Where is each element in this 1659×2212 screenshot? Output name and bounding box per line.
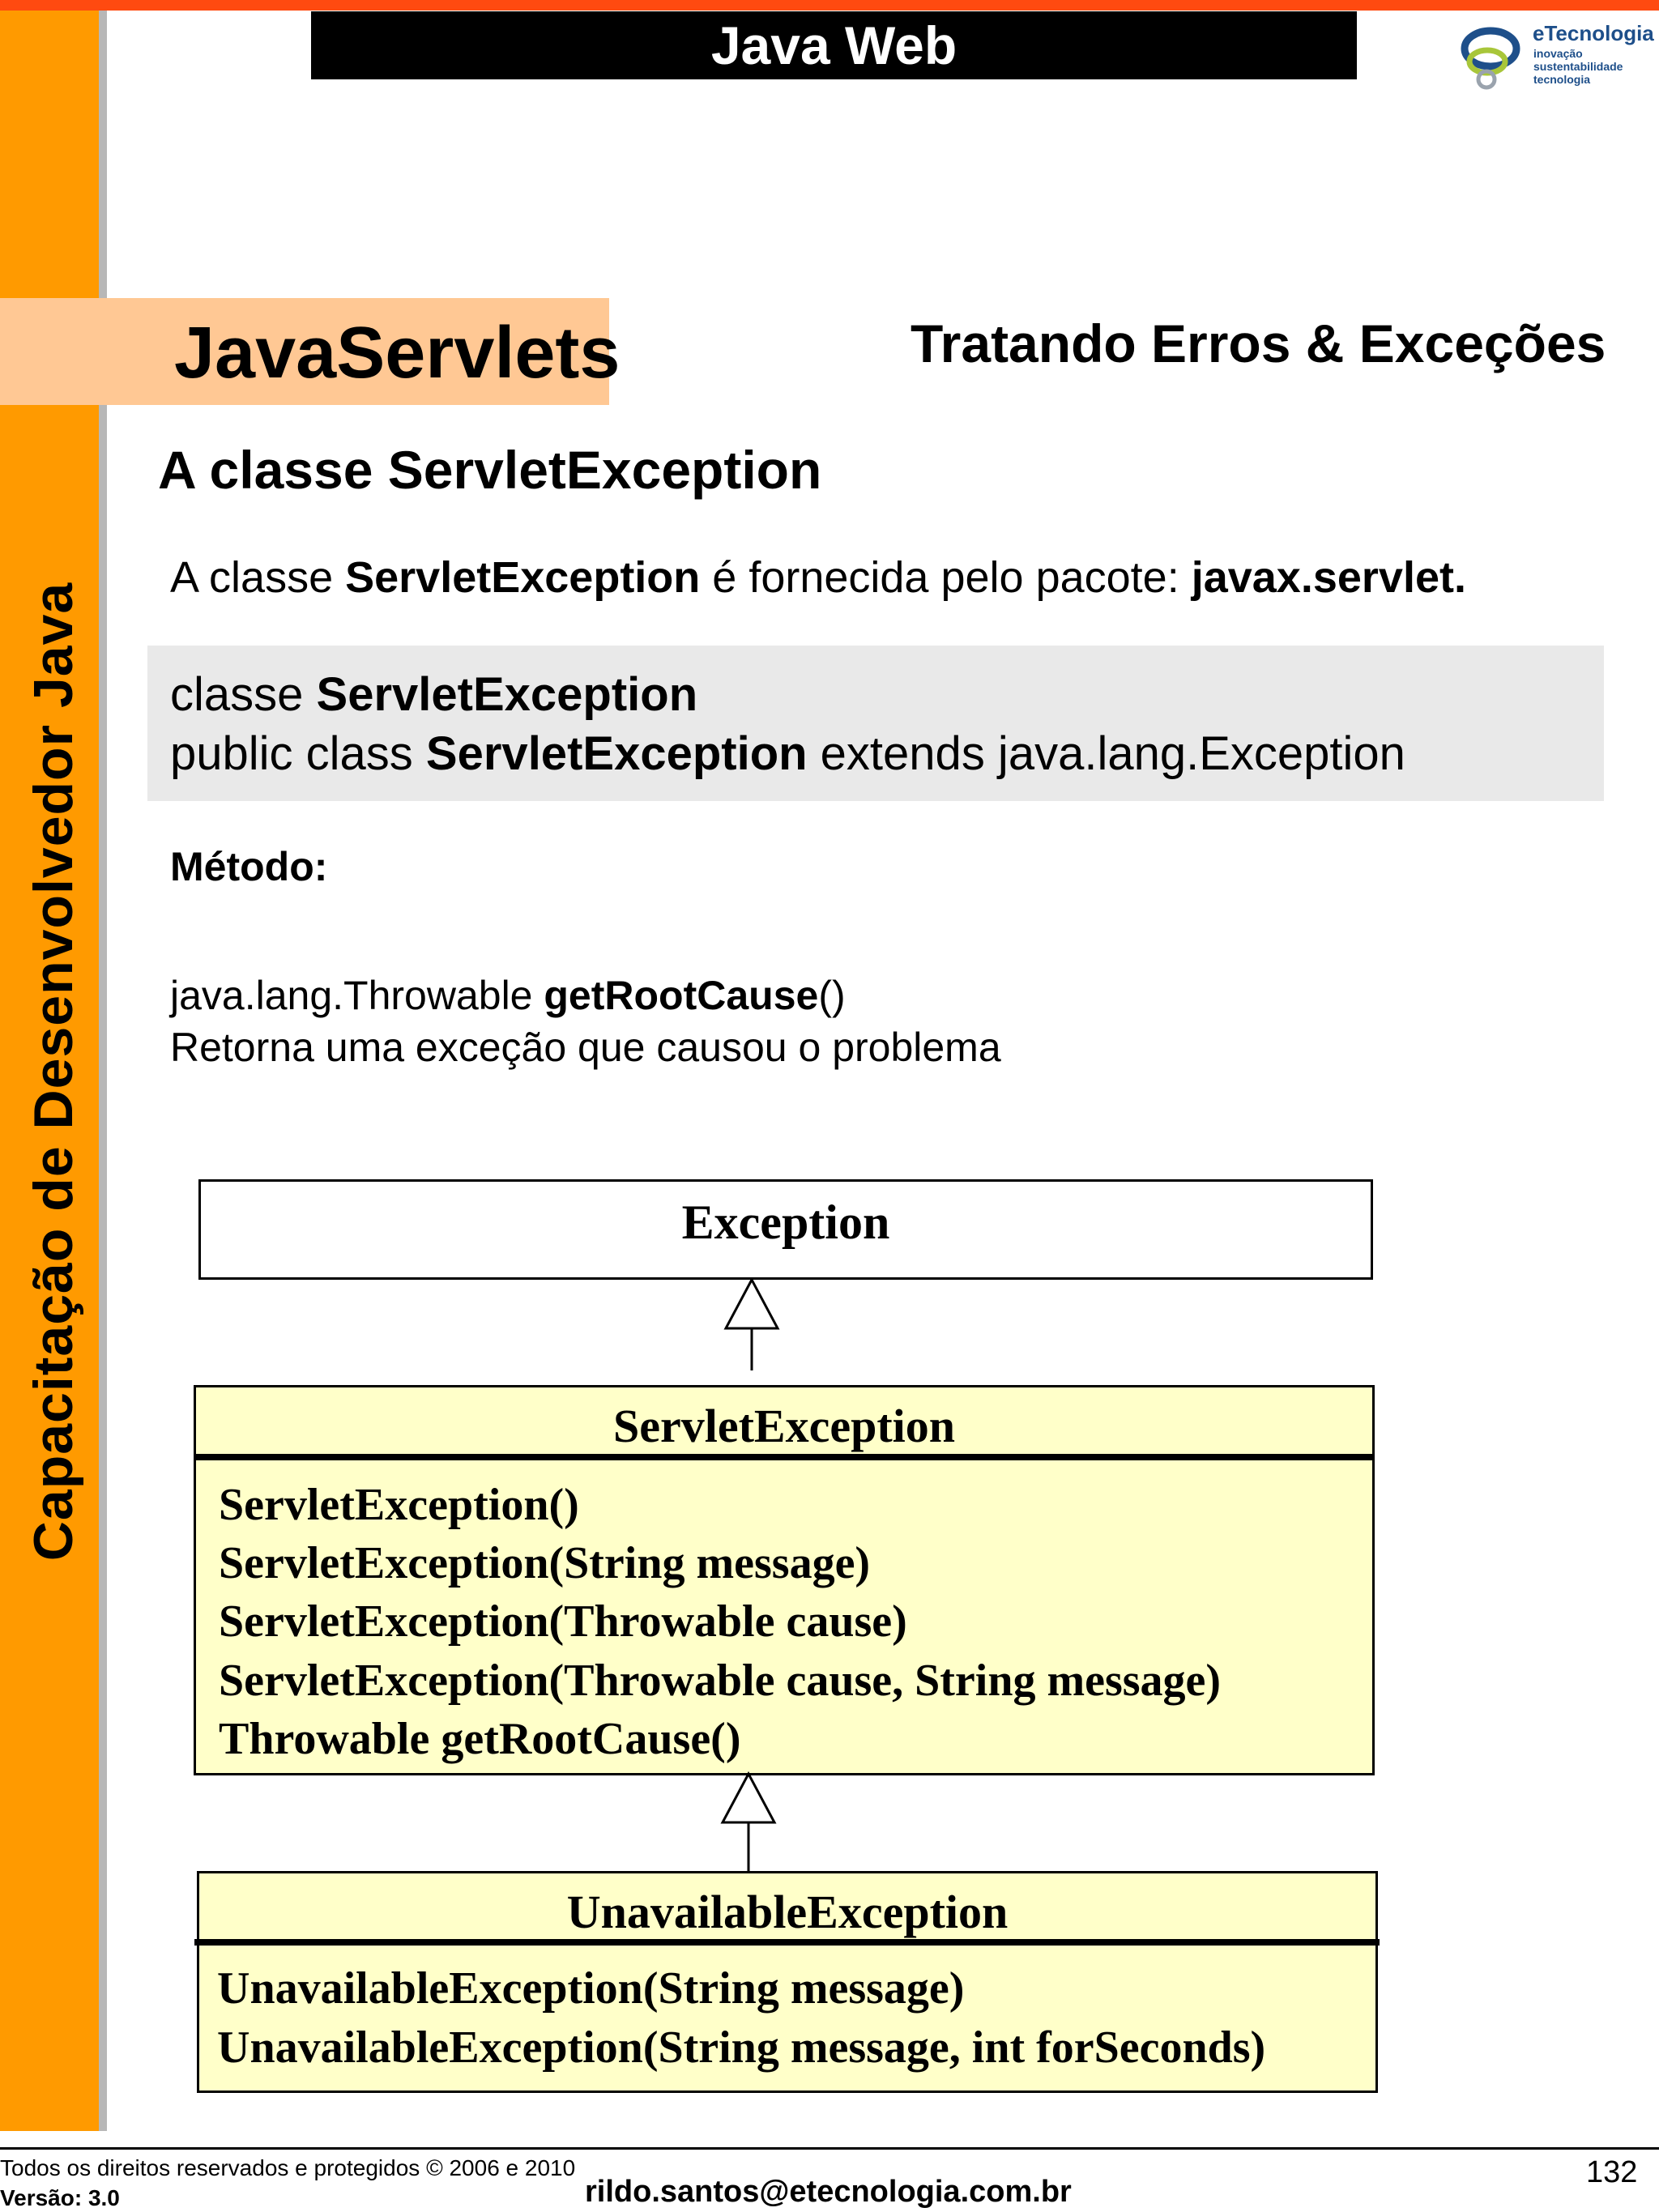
- method-description: Retorna uma exceção que causou o problema: [170, 1025, 1001, 1070]
- uml-method: UnavailableException(String message): [217, 1963, 965, 2014]
- method-parens: (): [818, 973, 846, 1018]
- header-title: Java Web: [311, 11, 1357, 79]
- footer-copyright: Todos os direitos reservados e protegidos © 2006 e 2010: [0, 2155, 576, 2180]
- uml-method: ServletException(Throwable cause, String message): [219, 1656, 1222, 1706]
- slide-heading: A classe ServletException: [158, 440, 822, 500]
- uml-method: ServletException(): [219, 1480, 579, 1530]
- logo-tagline-1: inovação: [1533, 47, 1583, 60]
- class-declaration-line-1: [170, 666, 697, 724]
- footer-version: Versão: 3.0: [0, 2185, 120, 2210]
- logo-tagline-3: tecnologia: [1533, 73, 1591, 86]
- sidebar-title-text: Capacitação de Desenvolvedor Java: [23, 582, 84, 1562]
- intro-package: javax.servlet.: [1191, 553, 1466, 602]
- intro-text: [170, 549, 1466, 606]
- inheritance-arrow-icon: [713, 1273, 794, 1391]
- uml-method: UnavailableException(String message, int forSeconds): [217, 2022, 1266, 2073]
- class-line2-name: ServletException: [425, 727, 808, 780]
- inheritance-arrow-icon: [710, 1767, 791, 1877]
- intro-class-name: ServletException: [345, 553, 701, 602]
- uml-unavailable-exception-title: UnavailableException: [566, 1886, 1009, 1938]
- method-label: Método:: [170, 844, 328, 889]
- page-number: 132: [1586, 2155, 1638, 2189]
- class-line1-prefix: classe: [170, 668, 317, 721]
- class-line2-prefix: public class: [170, 727, 426, 780]
- class-line1-name: ServletException: [316, 668, 698, 721]
- class-line2-suffix: extends java.lang.Exception: [807, 727, 1405, 780]
- uml-method: ServletException(Throwable cause): [219, 1596, 907, 1647]
- method-return-type: java.lang.Throwable: [170, 973, 544, 1018]
- class-declaration-line-2: [170, 725, 1405, 783]
- top-accent-bar: [0, 0, 1659, 11]
- uml-exception-title: Exception: [681, 1196, 890, 1249]
- intro-prefix: A classe: [170, 553, 346, 602]
- method-name: getRootCause: [544, 973, 819, 1018]
- uml-method: ServletException(String message): [219, 1538, 871, 1588]
- footer-divider: [0, 2147, 1659, 2150]
- uml-method: Throwable getRootCause(): [219, 1714, 741, 1764]
- method-signature: [170, 970, 846, 1021]
- footer-email: rildo.santos@etecnologia.com.br: [585, 2175, 1072, 2209]
- intro-middle: é fornecida pelo pacote:: [700, 553, 1192, 602]
- logo-tagline-2: sustentabilidade: [1533, 60, 1623, 73]
- uml-servlet-exception-divider: [196, 1454, 1372, 1460]
- topic-title: Tratando Erros & Exceções: [911, 313, 1606, 373]
- uml-servlet-exception-title: ServletException: [612, 1400, 956, 1452]
- section-title: JavaServlets: [174, 313, 621, 394]
- logo-name: eTecnologia: [1533, 21, 1654, 45]
